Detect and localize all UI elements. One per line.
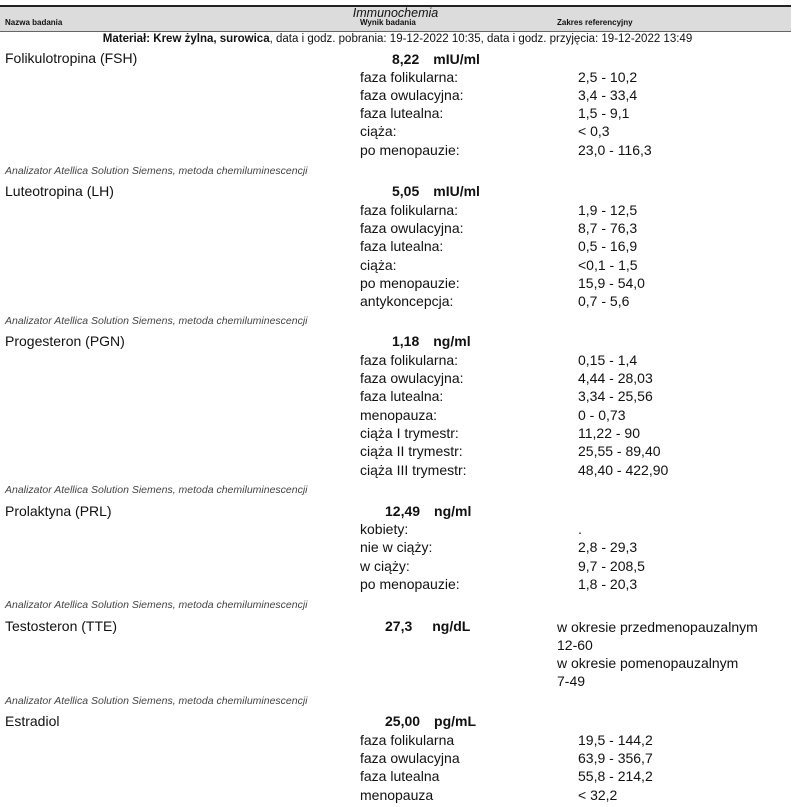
reference-range: 23,0 - 116,3: [578, 142, 652, 158]
reference-range: .: [578, 521, 582, 537]
reference-label: po menopauzie:: [360, 275, 460, 291]
reference-label: faza owulacyjna:: [360, 370, 464, 386]
reference-label: ciąża II trymestr:: [360, 443, 463, 459]
column-header-result: Wynik badania: [360, 18, 416, 27]
reference-label: faza folikularna:: [360, 352, 459, 368]
section-header: [0, 5, 791, 32]
reference-range: 25,55 - 89,40: [578, 443, 661, 459]
reference-range: 0,7 - 5,6: [578, 293, 630, 309]
result-value: 1,18: [392, 333, 420, 349]
reference-text-line: w okresie przedmenopauzalnym: [557, 619, 758, 635]
reference-label: faza folikularna:: [360, 202, 459, 218]
reference-label: menopauza: [360, 787, 434, 803]
reference-range: 1,8 - 20,3: [578, 576, 638, 592]
reference-range: 4,44 - 28,03: [578, 370, 653, 386]
reference-range: 9,7 - 208,5: [578, 558, 645, 574]
reference-range: 11,22 - 90: [578, 425, 641, 441]
reference-label: antykoncepcja:: [360, 293, 454, 309]
reference-label: ciąża:: [360, 257, 397, 273]
reference-label: ciąża I trymestr:: [360, 425, 459, 441]
result-value: 5,05: [392, 183, 420, 199]
reference-label: faza folikularna:: [360, 69, 459, 85]
analyzer-note: Analizator Atellica Solution Siemens, metoda chemiluminescencji: [5, 484, 308, 496]
test-result: [392, 183, 480, 199]
test-name: Luteotropina (LH): [5, 183, 114, 199]
reference-label: faza lutealna:: [360, 388, 444, 404]
test-result: [385, 503, 471, 519]
reference-label: kobiety:: [360, 521, 409, 537]
test-name: Folikulotropina (FSH): [5, 50, 138, 66]
result-value: 25,00: [385, 713, 421, 729]
reference-range: 0,15 - 1,4: [578, 352, 638, 368]
result-unit: pg/mL: [434, 713, 477, 729]
material-label: Materiał:: [102, 33, 151, 45]
result-unit: mIU/ml: [433, 51, 480, 67]
reference-range: 3,4 - 33,4: [578, 87, 638, 103]
reference-label: faza owulacyjna:: [360, 87, 464, 103]
reference-range: 8,7 - 76,3: [578, 220, 638, 236]
result-value: 8,22: [392, 51, 420, 67]
reference-range: 19,5 - 144,2: [578, 732, 653, 748]
reference-range: 0,5 - 16,9: [578, 238, 638, 254]
reference-range: 63,9 - 356,7: [578, 750, 653, 766]
reference-range: < 0,3: [578, 123, 610, 139]
material-info: [0, 33, 795, 45]
test-name: Estradiol: [5, 713, 60, 729]
test-name: Prolaktyna (PRL): [5, 503, 112, 519]
reference-label: faza owulacyjna: [360, 750, 460, 766]
analyzer-note: Analizator Atellica Solution Siemens, metoda chemiluminescencji: [5, 165, 308, 177]
reference-range: 3,34 - 25,56: [578, 388, 653, 404]
material-value: Krew żylna, surowica: [153, 33, 270, 45]
reference-range: 0 - 0,73: [578, 407, 626, 423]
result-unit: ng/dL: [432, 618, 471, 634]
reference-label: faza lutealna:: [360, 105, 444, 121]
reference-label: faza folikularna: [360, 732, 455, 748]
test-result: [385, 713, 476, 729]
column-header-range: Zakres referencyjny: [557, 18, 633, 27]
test-name: Testosteron (TTE): [5, 618, 118, 634]
reference-label: faza lutealna:: [360, 238, 444, 254]
reference-label: faza lutealna: [360, 768, 440, 784]
reference-label: ciąża III trymestr:: [360, 462, 467, 478]
test-result: [392, 51, 480, 67]
reference-label: faza owulacyjna:: [360, 220, 464, 236]
material-dates: , data i godz. pobrania: 19-12-2022 10:35, data i godz. przyjęcia: 19-12-2022 13:49: [269, 33, 693, 45]
reference-text-line: 7-49: [557, 673, 586, 689]
reference-label: nie w ciąży:: [360, 539, 433, 555]
reference-label: po menopauzie:: [360, 142, 460, 158]
column-header-name: Nazwa badania: [5, 18, 63, 27]
test-name: Progesteron (PGN): [5, 333, 125, 349]
analyzer-note: Analizator Atellica Solution Siemens, metoda chemiluminescencji: [5, 695, 308, 707]
reference-range: 48,40 - 422,90: [578, 462, 669, 478]
reference-range: 2,8 - 29,3: [578, 539, 638, 555]
reference-range: 15,9 - 54,0: [578, 275, 645, 291]
analyzer-note: Analizator Atellica Solution Siemens, metoda chemiluminescencji: [5, 315, 308, 327]
reference-range: 55,8 - 214,2: [578, 768, 653, 784]
reference-range: <0,1 - 1,5: [578, 257, 638, 273]
result-value: 27,3: [385, 618, 413, 634]
reference-label: menopauza:: [360, 407, 438, 423]
reference-range: < 32,2: [578, 787, 618, 803]
result-unit: ng/ml: [433, 333, 471, 349]
reference-range: 1,5 - 9,1: [578, 105, 630, 121]
reference-text-line: w okresie pomenopauzalnym: [557, 655, 739, 671]
analyzer-note: Analizator Atellica Solution Siemens, metoda chemiluminescencji: [5, 599, 308, 611]
reference-label: ciąża:: [360, 123, 397, 139]
reference-range: 1,9 - 12,5: [578, 202, 638, 218]
result-value: 12,49: [385, 503, 421, 519]
result-unit: ng/ml: [434, 503, 472, 519]
test-result: [385, 618, 470, 634]
reference-label: w ciąży:: [360, 558, 410, 574]
reference-label: po menopauzie:: [360, 576, 460, 592]
test-result: [392, 333, 471, 349]
reference-text-line: 12-60: [557, 637, 593, 653]
reference-range: 2,5 - 10,2: [578, 69, 638, 85]
reference-text: [557, 618, 758, 690]
result-unit: mIU/ml: [433, 183, 480, 199]
section-title: Immunochemia: [352, 6, 439, 20]
